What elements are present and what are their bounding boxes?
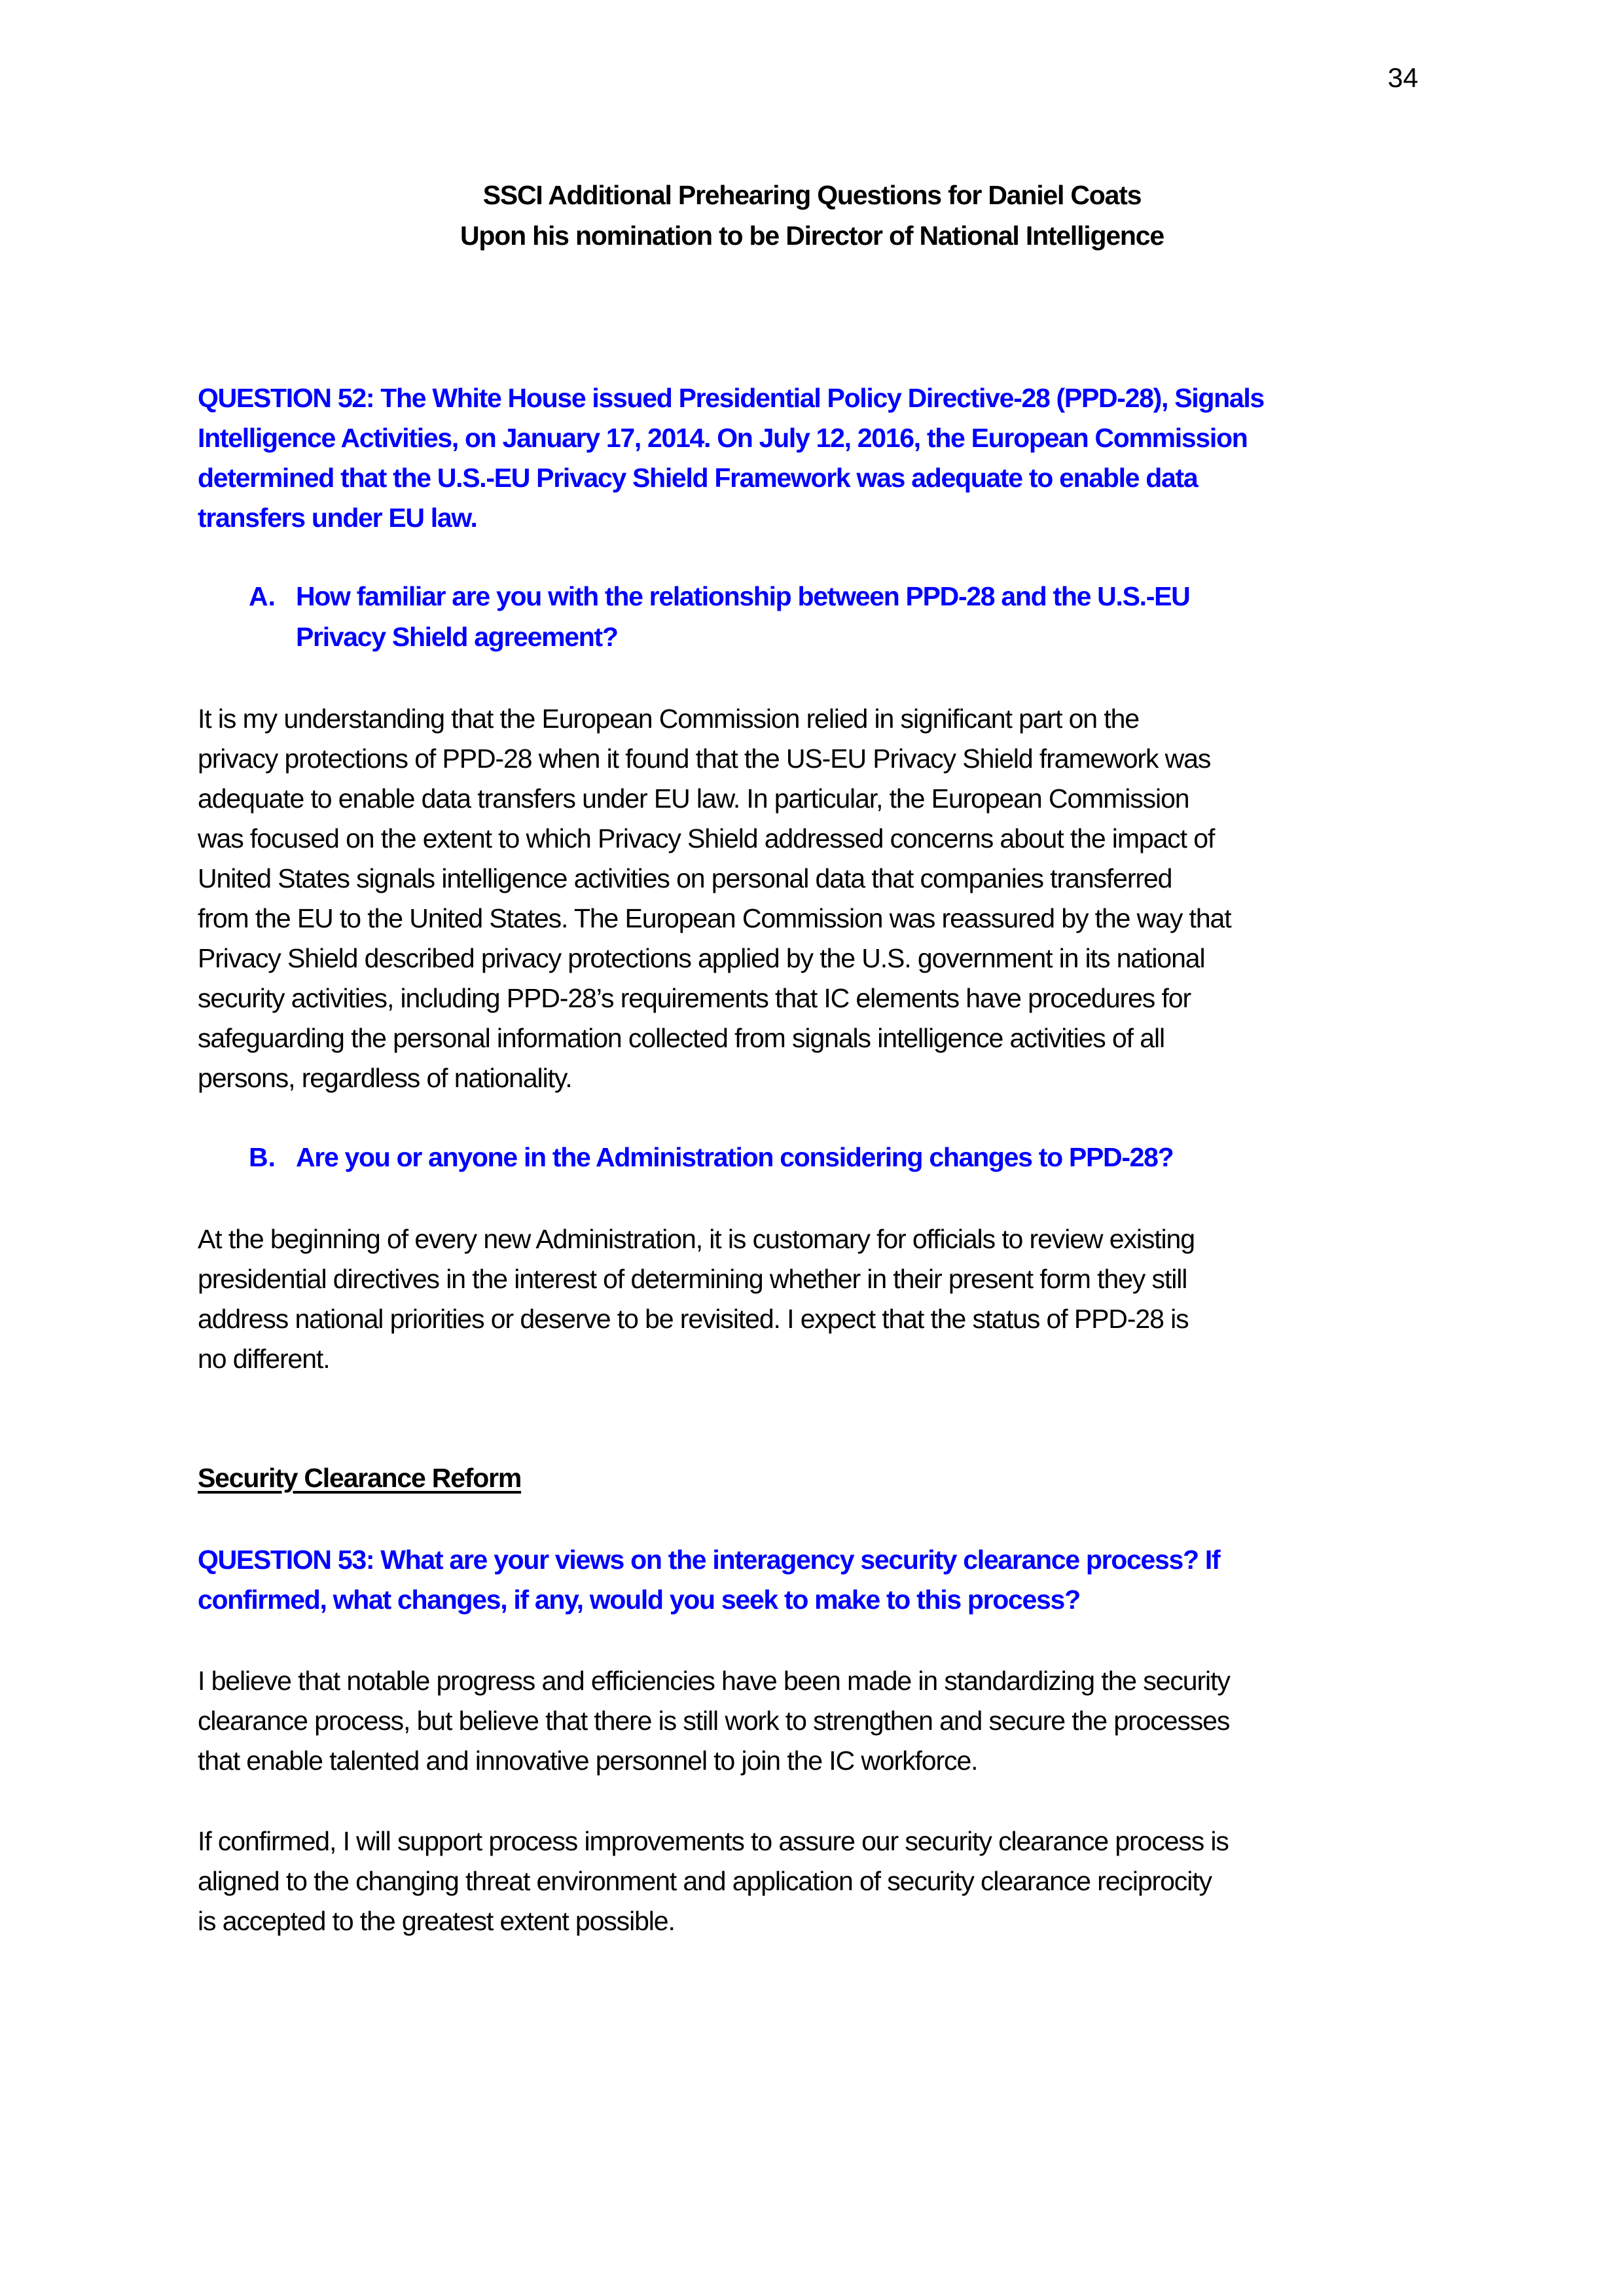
answer-b-line: address national priorities or deserve to be revisited. I expect that the status of PPD-28 is (198, 1304, 1189, 1334)
answer-53-line: aligned to the changing threat environment and application of security clearance reciprocity (198, 1866, 1212, 1896)
question-53-line: QUESTION 53: What are your views on the interagency security clearance process? If (198, 1545, 1220, 1575)
question-53-line: confirmed, what changes, if any, would you seek to make to this process? (198, 1585, 1080, 1615)
answer-a-line: privacy protections of PPD-28 when it found that the US-EU Privacy Shield framework was (198, 744, 1211, 774)
answer-b-line: At the beginning of every new Administration, it is customary for officials to review existing (198, 1224, 1195, 1254)
answer-a-line: security activities, including PPD-28’s requirements that IC elements have procedures for (198, 983, 1191, 1013)
document-title-line-1: SSCI Additional Prehearing Questions for Daniel Coats (482, 180, 1142, 210)
answer-a-line: It is my understanding that the European Commission relied in significant part on the (198, 704, 1139, 734)
question-52-line: Intelligence Activities, on January 17, 2014. On July 12, 2016, the European Commission (198, 423, 1248, 453)
answer-53-line: that enable talented and innovative personnel to join the IC workforce. (198, 1746, 978, 1776)
page-number: 34 (1388, 62, 1418, 93)
answer-b-line: no different. (198, 1344, 330, 1374)
answer-b-line: presidential directives in the interest of determining whether in their present form they still (198, 1264, 1187, 1294)
answer-53-line: If confirmed, I will support process improvements to assure our security clearance process is (198, 1826, 1229, 1856)
sub-question-b-letter: B. (249, 1142, 276, 1172)
answer-a-line: adequate to enable data transfers under EU law. In particular, the European Commission (198, 783, 1189, 814)
answer-53-line: I believe that notable progress and efficiencies have been made in standardizing the security (198, 1666, 1230, 1696)
question-52-line: transfers under EU law. (198, 503, 477, 533)
answer-a-line: was focused on the extent to which Privacy Shield addressed concerns about the impact of (198, 823, 1215, 853)
answer-a-line: from the EU to the United States. The European Commission was reassured by the way that (198, 903, 1231, 933)
answer-a-line: safeguarding the personal information collected from signals intelligence activities of all (198, 1023, 1164, 1053)
sub-question-b-line: Are you or anyone in the Administration considering changes to PPD-28? (296, 1142, 1174, 1172)
answer-53-line: clearance process, but believe that there is still work to strengthen and secure the processes (198, 1706, 1230, 1736)
answer-a-line: United States signals intelligence activities on personal data that companies transferred (198, 863, 1172, 893)
document-title-line-2: Upon his nomination to be Director of National Intelligence (460, 221, 1164, 251)
question-52-line: QUESTION 52: The White House issued Presidential Policy Directive-28 (PPD-28), Signals (198, 383, 1264, 413)
question-52-line: determined that the U.S.-EU Privacy Shield Framework was adequate to enable data (198, 463, 1198, 493)
sub-question-a-letter: A. (249, 581, 276, 611)
answer-a-line: persons, regardless of nationality. (198, 1063, 572, 1093)
sub-question-a-line: Privacy Shield agreement? (296, 622, 618, 652)
answer-53-line: is accepted to the greatest extent possible. (198, 1906, 675, 1936)
section-heading: Security Clearance Reform (198, 1463, 522, 1493)
answer-a-line: Privacy Shield described privacy protections applied by the U.S. government in its national (198, 943, 1205, 973)
sub-question-a-line: How familiar are you with the relationship between PPD-28 and the U.S.-EU (296, 581, 1190, 611)
